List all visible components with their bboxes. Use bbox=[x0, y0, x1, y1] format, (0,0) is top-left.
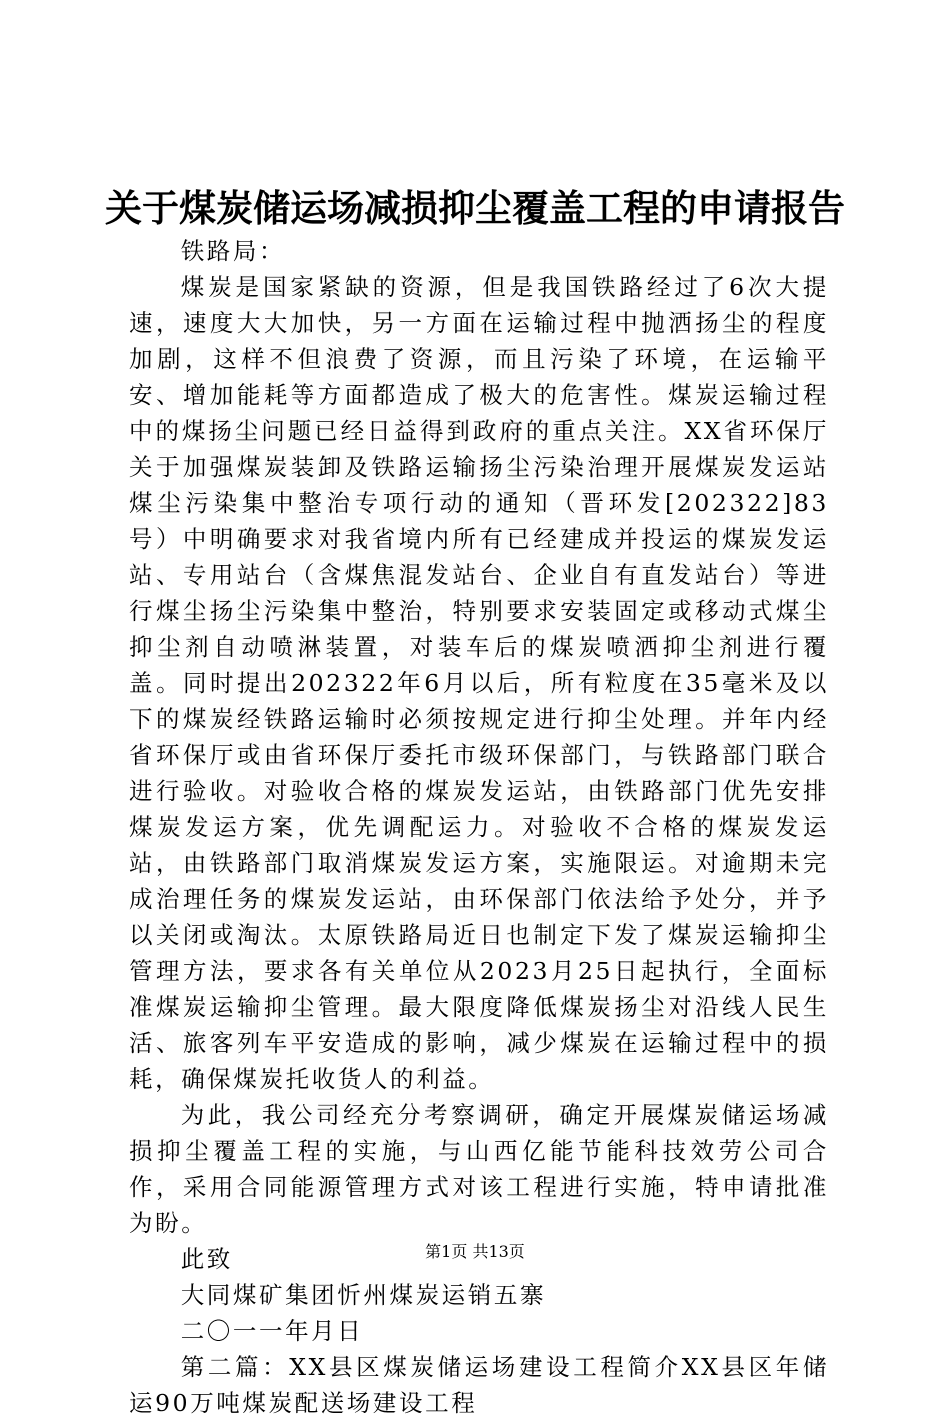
salutation: 铁路局： bbox=[180, 237, 286, 265]
body-paragraph-2: 为此，我公司经充分考察调研，确定开展煤炭储运场减损抑尘覆盖工程的实施，与山西亿能节能科技效劳公司合作，采用合同能源管理方式对该工程进行实施，特申请批准为盼。 bbox=[129, 1101, 829, 1237]
next-section-heading: 第二篇：XX县区煤炭储运场建设工程简介XX县区年储运90万吨煤炭配送场建设工程 bbox=[129, 1353, 829, 1417]
date-line: 二〇一一年月日 bbox=[180, 1317, 364, 1345]
document-title: 关于煤炭储运场减损抑尘覆盖工程的申请报告 bbox=[105, 186, 845, 230]
closing-line: 此致 bbox=[180, 1245, 233, 1273]
sender-line: 大同煤矿集团忻州煤炭运销五寨 bbox=[180, 1281, 547, 1309]
page-footer: 第1页 共13页 bbox=[425, 1242, 525, 1261]
body-paragraph-1: 煤炭是国家紧缺的资源，但是我国铁路经过了6次大提速，速度大大加快，另一方面在运输过程中抛洒扬尘的程度加剧，这样不但浪费了资源，而且污染了环境，在运输平安、增加能耗等方面都造成了极大的危害性。煤炭运输过程中的煤扬尘问题已经日益得到政府的重点关注。XX省环保厅关于加强煤炭装卸及铁路运输扬尘污染治理开展煤炭发运站煤尘污染集中整治专项行动的通知（晋环发[202322]83号）中明确要求对我省境内所有已经建成并投运的煤炭发运站、专用站台（含煤焦混发站台、企业自有直发站台）等进行煤尘扬尘污染集中整治，特别要求安装固定或移动式煤尘抑尘剂自动喷淋装置，对装车后的煤炭喷洒抑尘剂进行覆盖。同时提出202322年6月以后，所有粒度在35毫米及以下的煤炭经铁路运输时必须按规定进行抑尘处理。并年内经省环保厅或由省环保厅委托市级环保部门，与铁路部门联合进行验收。对验收合格的煤炭发运站，由铁路部门优先安排煤炭发运方案，优先调配运力。对验收不合格的煤炭发运站，由铁路部门取消煤炭发运方案，实施限运。对逾期未完成治理任务的煤炭发运站，由环保部门依法给予处分，并予以关闭或淘汰。太原铁路局近日也制定下发了煤炭运输抑尘管理方法，要求各有关单位从2023月25日起执行，全面标准煤炭运输抑尘管理。最大限度降低煤炭扬尘对沿线人民生活、旅客列车平安造成的影响，减少煤炭在运输过程中的损耗，确保煤炭托收货人的利益。 bbox=[129, 273, 829, 1093]
